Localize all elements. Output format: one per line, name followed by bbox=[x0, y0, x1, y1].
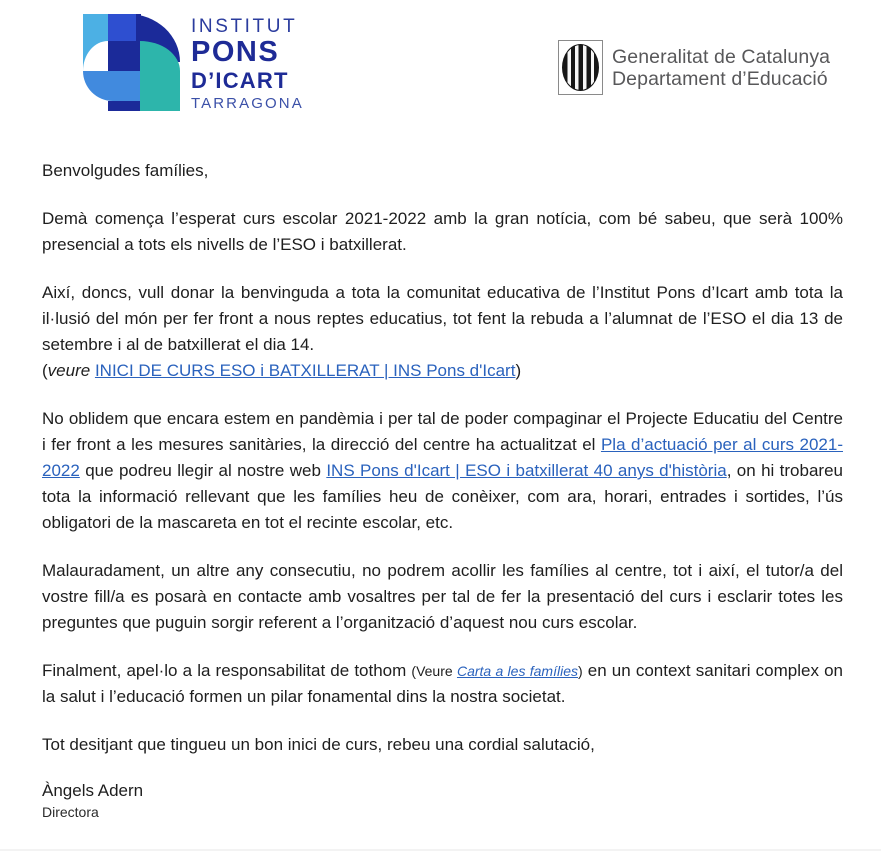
signature-name: Àngels Adern bbox=[42, 781, 144, 800]
veure-note-close-paren: ) bbox=[515, 361, 522, 380]
paragraph-1: Demà comença l’esperat curs escolar 2021-2022 amb la gran notícia, com bé sabeu, que serà 100% presencial a tots els nivells de l’ESO i batxillerat. bbox=[42, 209, 843, 254]
institut-logo bbox=[83, 14, 304, 114]
paragraph-5-text1: Finalment, apel·lo a la responsabilitat de tothom bbox=[42, 661, 412, 680]
letter-content bbox=[42, 158, 843, 822]
paragraph-3 bbox=[42, 406, 843, 536]
paragraph-3-text2: que podreu llegir al nostre web bbox=[79, 461, 327, 480]
pla-actuacio-link[interactable]: Pla d’actuació per al curs 2021-2022 bbox=[42, 435, 843, 480]
tarragona-word: TARRAGONA bbox=[191, 95, 304, 112]
ins-pons-web-link[interactable]: INS Pons d'Icart | ESO i batxillerat 40 anys d'història bbox=[326, 461, 727, 480]
institut-word: INSTITUT bbox=[191, 16, 298, 37]
generalitat-line1: Generalitat de Catalunya bbox=[612, 45, 831, 68]
logo-shape-teal-square bbox=[140, 71, 180, 111]
institut-logo-text bbox=[191, 14, 304, 114]
dicart-word: D’ICART bbox=[191, 68, 289, 93]
paragraph-2-text: Així, doncs, vull donar la benvinguda a tota la comunitat educativa de l’Institut Pons d’Icart amb tota la il·lusió del món per fer front a nous reptes educatius, tot fent la rebuda a l’alumnat de l’ESO el dia 13 de setembre i al de batxillerat el dia 14. bbox=[42, 283, 843, 354]
senyera-stripes-oval bbox=[562, 44, 599, 91]
inici-de-curs-link[interactable]: INICI DE CURS ESO i BATXILLERAT | INS Pons d'Icart bbox=[94, 361, 516, 380]
logo-shape-blue-bar bbox=[83, 71, 140, 101]
generalitat-line2: Departament d’Educació bbox=[612, 67, 828, 90]
paragraph-2 bbox=[42, 280, 843, 384]
carta-families-link[interactable]: Carta a les famílies bbox=[456, 663, 578, 679]
signature-role: Directora bbox=[42, 804, 99, 820]
paragraph-4: Malauradament, un altre any consecutiu, no podrem acollir les famílies al centre, tot i així, el tutor/a del vostre fill/a es posarà en contacte amb vosaltres per tal de fer la presentació del curs i esclarir totes les preguntes que puguin sorgir referent a l’organització d’aquest nou curs escolar. bbox=[42, 561, 843, 632]
veure-note-open-paren: ( bbox=[42, 361, 48, 380]
signature-block bbox=[42, 780, 843, 822]
pons-word: PONS bbox=[191, 36, 280, 68]
institut-logo-icon bbox=[83, 14, 180, 111]
paragraph-3-text3: , on hi trobareu tota la informació rellevant que les famílies heu de conèixer, com ara, horari, entrades i sortides, l’ús obligatori de la mascareta en tot el recinte escolar, etc. bbox=[42, 461, 843, 532]
generalitat-text bbox=[612, 46, 830, 90]
logo-shape-royal-square bbox=[108, 14, 136, 41]
senyera-icon bbox=[558, 40, 603, 95]
paragraph-3-text1: No oblidem que encara estem en pandèmia i per tal de poder compaginar el Projecte Educatiu del Centre i fer front a les mesures sanitàries, la direcció del centre ha actualitzat el bbox=[42, 409, 843, 454]
page-edge-line bbox=[0, 849, 881, 851]
paragraph-5 bbox=[42, 658, 843, 710]
greeting: Benvolgudes famílies, bbox=[42, 161, 209, 180]
veure-label: veure bbox=[47, 361, 91, 380]
logo-shape-lightblue-square bbox=[83, 14, 108, 41]
veure-carta-open: (Veure bbox=[411, 663, 457, 679]
logo-shape-navy-strip bbox=[108, 101, 140, 111]
paragraph-6: Tot desitjant que tingueu un bon inici de curs, rebeu una cordial salutació, bbox=[42, 735, 595, 754]
paragraph-5-text2: en un context sanitari complex on la salut i l’educació formen un pilar fonamental dins la nostra societat. bbox=[42, 661, 844, 706]
generalitat-logo bbox=[558, 40, 830, 95]
veure-carta-close: ) bbox=[577, 663, 583, 679]
